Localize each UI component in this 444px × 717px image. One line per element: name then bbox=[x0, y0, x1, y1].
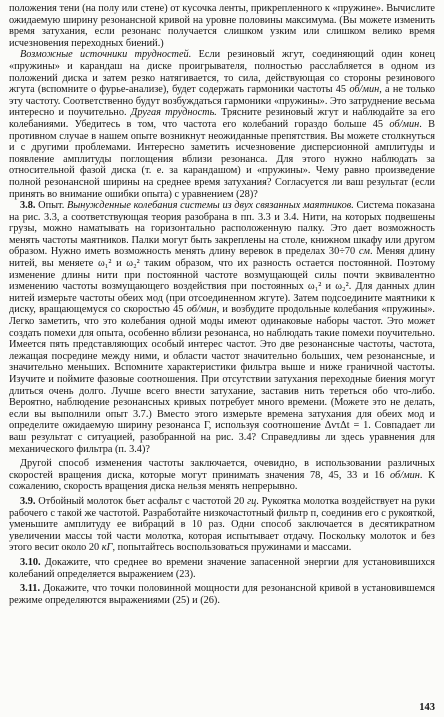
text-run: . Меняя длину нитей, вы меняете ω₁² и ω₂² таким образом, что их разность остается постоянной. Поэтому изменение длины нити при постоянной частоте возмущающей силы почти эквивалентно изменению частоты возмущающего воздействия при постоянных ω₁² и ω₂². Для данных длин нитей измерьте частоты обеих мод (при отсоединенном жгуте). Затем подсоедините маятники к диску, вращающемуся со скоростью 45 bbox=[9, 246, 436, 316]
text-run: Докажите, что точки половинной мощности для резонансной кривой в установившемся режиме определяются выражениями (25) и (26). bbox=[9, 583, 435, 606]
section-number: 3.10. bbox=[20, 556, 41, 568]
text-run: , а не только эту частоту. Соответственно будут возбуждаться гармоники «пружины». Это затруднение весьма интересно и поучительно. bbox=[9, 84, 435, 119]
italic-text: кГ bbox=[101, 542, 113, 554]
italic-text: Возможные источники трудностей. bbox=[20, 49, 192, 61]
paragraph bbox=[9, 583, 435, 606]
paragraph bbox=[9, 458, 435, 493]
text-run: Другой способ изменения частоты заключается, очевидно, в использовании различных скоростей вращения диска, которые могут принимать значения 78, 45, 33 и 16 bbox=[9, 458, 435, 481]
section-number: 3.11. bbox=[20, 583, 41, 595]
italic-text: Другая трудность. bbox=[130, 107, 217, 119]
paragraph bbox=[9, 557, 435, 580]
section-number: 3.9. bbox=[20, 495, 36, 507]
paragraph bbox=[9, 49, 435, 200]
paragraph bbox=[9, 200, 435, 455]
text-run: Опыт. bbox=[35, 200, 67, 212]
italic-text: об/мин bbox=[390, 469, 420, 481]
italic-text: об/мин bbox=[349, 84, 380, 96]
section-number: 3.8. bbox=[20, 200, 36, 212]
text-run: , и возбудите продольные колебания «пружины». Легко заметить, что это колебания одной моды имеют одинаковые наборы частот. Это может создать помехи для опыта, особенно вблизи резонанса, но наблюдать такие помехи поучительно. Имеется пять представляющих особый интерес частот. Это две резонансные частоты, частота, лежащая посредине между ними, и области частот значительно больших, чем резонансные, и значительно меньших. Вспомните характеристики фильтра выше и ниже граничной частоты. Изучите и поймите фазовые соотношения. При отсутствии затухания переходные биения могут длиться очень долго. Лучше всего внести затухание, заставив нить тереться обо что-либо. Вероятно, наблюдение резонансных кривых потребует много времени. (Можете это не делать, если вы выполнили опыт 3.7.) Вместо этого измерьте времена затухания для обеих мод и определите ожидаемую ширину резонанса Γ, используя соотношение ΔντΔt = 1. Совпадает ли ваш результат с ситуацией, разобранной на рис. 3.4? Справедливы ли здесь уравнения для механического фильтра (п. 3.4)? bbox=[9, 304, 435, 455]
text-run: Если резиновый жгут, соединяющий один конец «пружины» и карандаш на диске проигрывателя, полностью расслабляется в одном из положений диска и затем резко натягивается, то сила, действующая со стороны резинового жгута (вспомните о фурье-анализе), будет содержать гармоники частоты 45 bbox=[9, 49, 435, 96]
text-run: Докажите, что среднее во времени значение запасенной энергии для установившихся колебаний определяется выражением (23). bbox=[9, 556, 435, 580]
italic-text: об/мин bbox=[186, 304, 217, 316]
text-run: . В противном случае в нашем опыте возникнут неожиданные препятствия. Вы можете столкнуться и с другими проблемами. Интересно заметить исчезновение дисперсионной амплитуды и появление амплитуды поглощения вблизи резонанса. Для этого нужно наблюдать за относительной фазой диска (т. е. за карандашом) и «пружины». Чему равно произведение полной резонансной ширины на среднее время затухания? Согласуется ли ваш результат (если принять во внимание ошибки опыта) с уравнением (28)? bbox=[9, 118, 435, 200]
italic-text: гц bbox=[247, 495, 257, 507]
italic-text: об/мин bbox=[389, 118, 420, 130]
text-run: Отбойный молоток бьет асфальт с частотой 20 bbox=[35, 495, 248, 507]
paragraph bbox=[9, 496, 435, 554]
text-run: положения тени (на полу или стене) от кусочка ленты, прикрепленного к «пружине». Вычислите ожидаемую ширину резонансной кривой на уровне половины максимума. (Вы можете изменить время затухания, если резонанс получается слишком узким или слишком велико время исчезновения переходных биений.) bbox=[9, 3, 435, 49]
paragraph bbox=[9, 3, 435, 49]
italic-text: см bbox=[358, 246, 370, 258]
text-run: Система показана на рис. 3.3, а соответствующая теория разобрана в пп. 3.3 и 3.4. Нити, на которых подвешены грузы, можно наматывать на горизонтально расположенную палку. Это дает возможность менять частоты маятников. Палки могут быть закреплены на столе, книжном шкафу или другом образом. Нужно иметь возможность менять длину веревок в пределах 30÷70 bbox=[9, 200, 435, 258]
text-run: . К сожалению, скорость вращения диска нельзя менять непрерывно. bbox=[9, 469, 435, 493]
italic-text: Вынужденные колебания системы из двух связанных маятников. bbox=[67, 200, 354, 212]
text-run: . Рукоятка молотка воздействует на руки рабочего с такой же частотой. Разработайте низкочастотный фильтр п, соединив его с рукояткой, уменьшите амплитуду ее вибраций в 10 раз. Одни способ заключается в десятикратном увеличении массы той части молотка, которая испытывает отдачу. Поскольку молоток и без этого весит около 20 bbox=[9, 495, 435, 554]
text-run: , попытайтесь воспользоваться пружинами и массами. bbox=[112, 542, 352, 554]
page-body bbox=[9, 3, 435, 606]
page-number: 143 bbox=[419, 702, 435, 714]
text-run: Трясните резиновый жгут и наблюдайте за его колебаниями. Убедитесь в том, что частота его колебаний гораздо больше 45 bbox=[9, 107, 435, 130]
